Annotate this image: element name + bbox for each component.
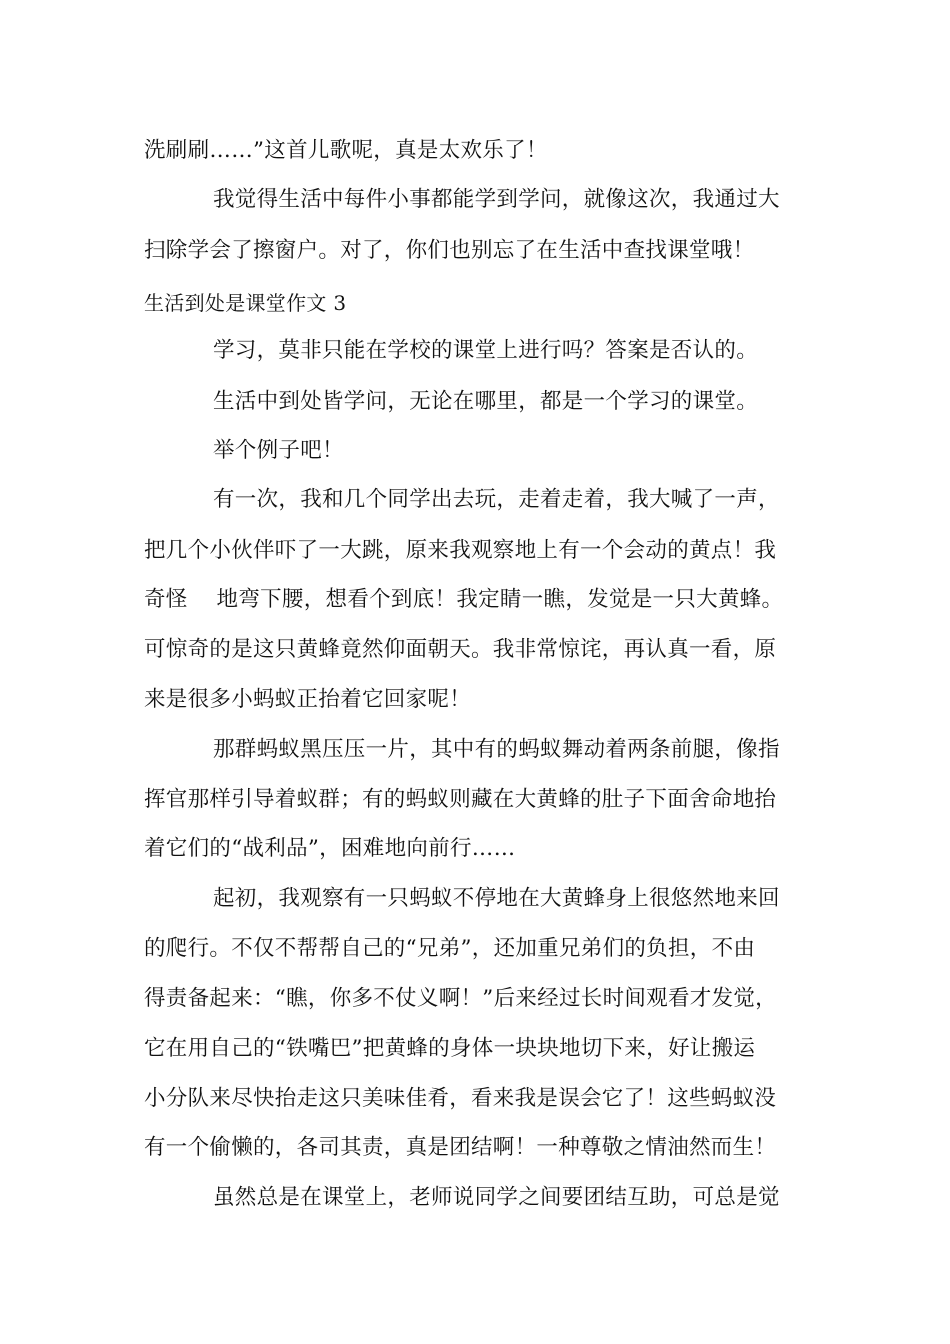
text-line-7: 举个例子吧！ (213, 438, 344, 463)
text-line-21: 有一个偷懒的，各司其责，真是团结啊！一种尊敬之情油然而生！ (144, 1135, 777, 1160)
text-line-6: 生活中到处皆学问，无论在哪里，都是一个学习的课堂。 (213, 389, 759, 414)
text-line-1: 洗刷刷……”这首儿歌呢，真是太欢乐了！ (144, 138, 548, 163)
text-line-2: 我觉得生活中每件小事都能学到学问，就像这次，我通过大 (213, 187, 780, 212)
text-line-20: 小分队来尽快抬走这只美味佳肴，看来我是误会它了！这些蚂蚁没 (144, 1086, 777, 1111)
text-line-12: 来是很多小蚂蚁正抬着它回家呢！ (144, 687, 472, 712)
text-line-5: 学习，莫非只能在学校的课堂上进行吗？答案是否认的。 (213, 338, 759, 363)
text-line-9: 把几个小伙伴吓了一大跳，原来我观察地上有一个会动的黄点！我 (144, 538, 777, 563)
text-line-10: 奇怪 地弯下腰，想看个到底！我定睛一瞧，发觉是一只大黄蜂。 (144, 587, 784, 612)
text-line-11: 可惊奇的是这只黄蜂竟然仰面朝天。我非常惊诧，再认真一看，原 (144, 637, 777, 662)
text-line-3: 扫除学会了擦窗户。对了，你们也别忘了在生活中查找课堂哦！ (144, 238, 755, 263)
text-line-18: 得责备起来：“瞧，你多不仗义啊！”后来经过长时间观看才发觉， (144, 986, 777, 1011)
text-line-17: 的爬行。不仅不帮帮自己的“兄弟”，还加重兄弟们的负担，不由 (144, 936, 756, 961)
text-line-13: 那群蚂蚁黑压压一片，其中有的蚂蚁舞动着两条前腿，像指 (213, 737, 780, 762)
text-line-19: 它在用自己的“铁嘴巴”把黄蜂的身体一块块地切下来，好让搬运 (144, 1036, 756, 1061)
section-title: 生活到处是课堂作文 3 (144, 291, 347, 315)
text-line-8: 有一次，我和几个同学出去玩，走着走着，我大喊了一声， (213, 487, 780, 512)
text-line-14: 挥官那样引导着蚁群；有的蚂蚁则藏在大黄蜂的肚子下面舍命地抬 (144, 787, 777, 812)
text-line-22: 虽然总是在课堂上，老师说同学之间要团结互助，可总是觉 (213, 1185, 780, 1210)
text-line-16: 起初，我观察有一只蚂蚁不停地在大黄蜂身上很悠然地来回 (213, 886, 780, 911)
text-line-15: 着它们的“战利品”，困难地向前行…… (144, 836, 516, 861)
